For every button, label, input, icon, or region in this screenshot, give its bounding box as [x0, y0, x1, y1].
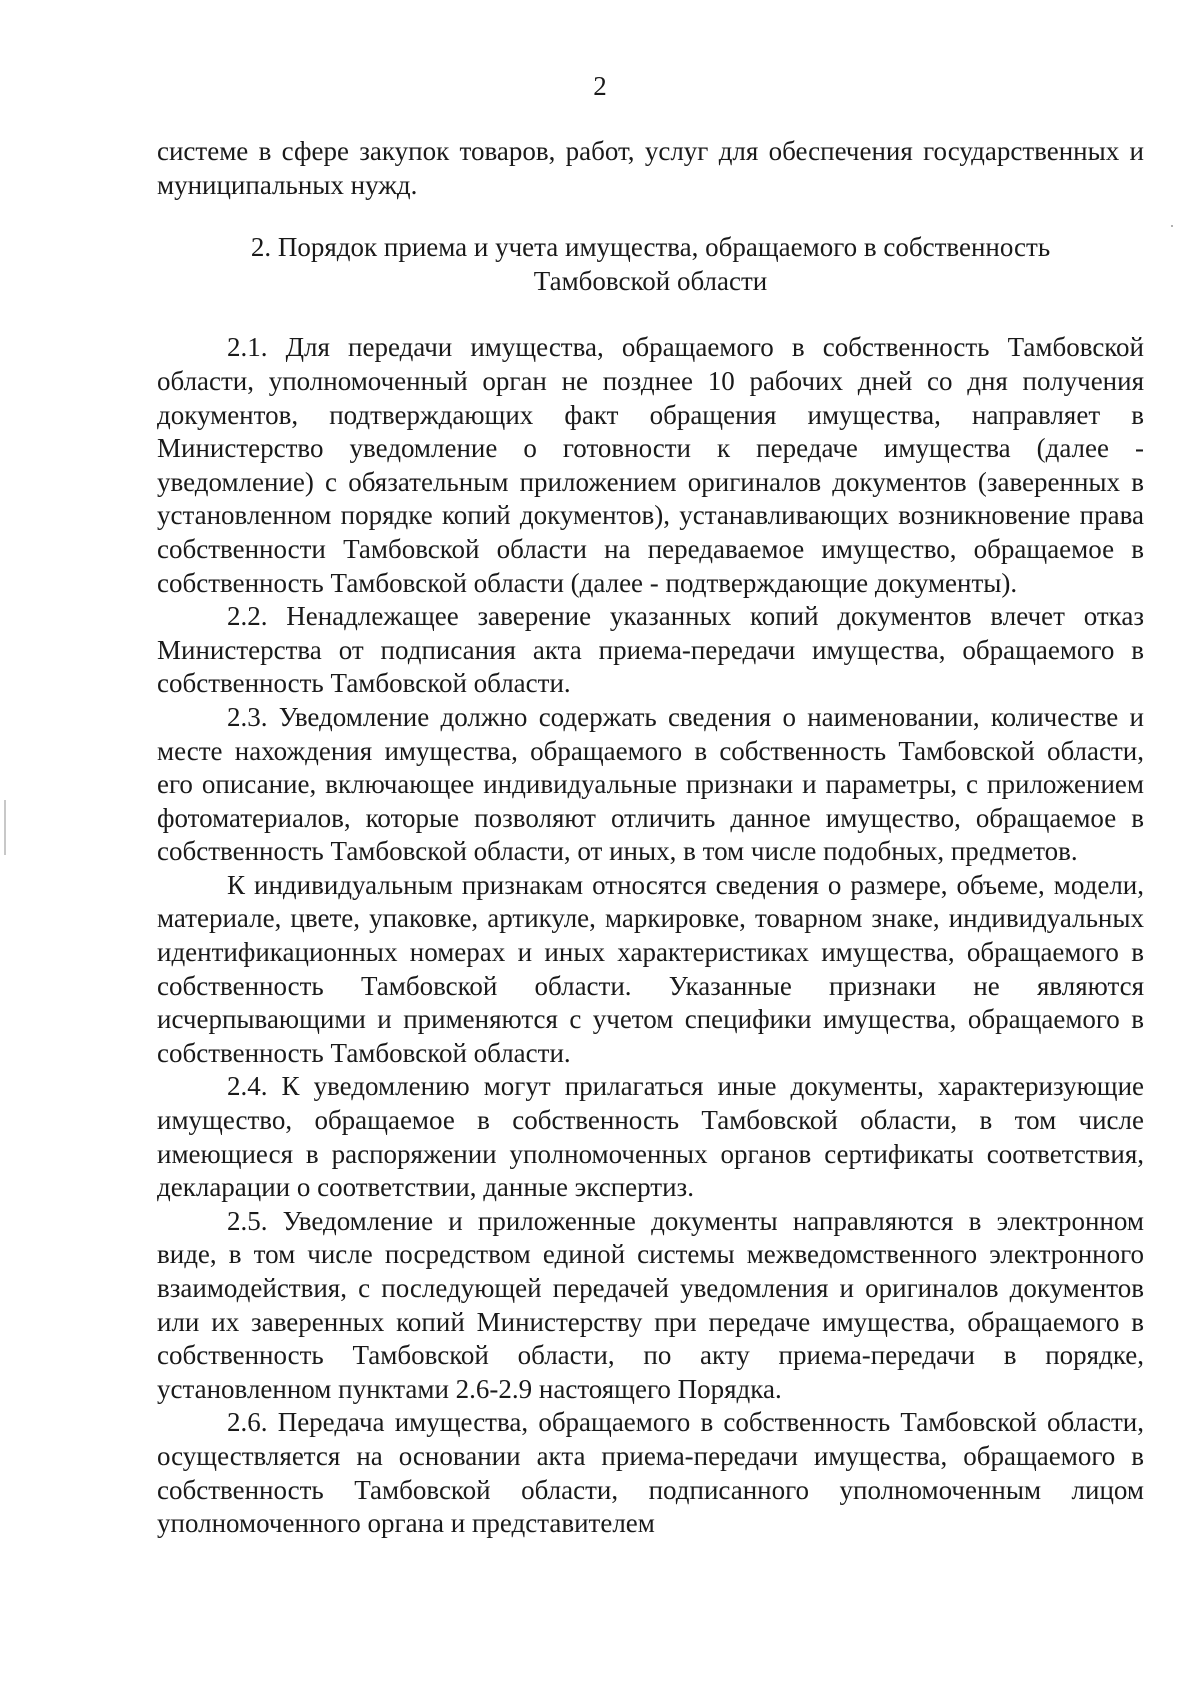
paragraph-2-4: 2.4. К уведомлению могут прилагаться иные документы, характеризующие имущество, обращаемое в собственность Тамбовской области, в том числе имеющиеся в распоряжении уполномоченных органов сертификаты соответствия, декларации о соответствии, данные экспертиз.: [157, 1071, 1144, 1203]
paragraph-2-3: 2.3. Уведомление должно содержать сведения о наименовании, количестве и месте нахождения имущества, обращаемого в собственность Тамбовской области, его описание, включающее индивидуальные признаки и параметры, с приложением фотоматериалов, которые позволяют отличить данное имущество, обращаемое в собственность Тамбовской области, от иных, в том числе подобных, предметов.: [157, 701, 1144, 867]
document-body: [157, 135, 1144, 1541]
paragraph-2-6: 2.6. Передача имущества, обращаемого в собственность Тамбовской области, осуществляется на основании акта приема-передачи имущества, обращаемого в собственность Тамбовской области, подписанного уполномоченным лицом уполномоченного органа и представителем: [157, 1407, 1144, 1539]
scan-edge-mark: [4, 800, 6, 855]
paragraph-2-2: 2.2. Ненадлежащее заверение указанных копий документов влечет отказ Министерства от подписания акта приема-передачи имущества, обращаемого в собственность Тамбовской области.: [157, 601, 1144, 699]
page-number: 2: [593, 71, 607, 101]
intro-paragraph: системе в сфере закупок товаров, работ, услуг для обеспечения государственных и муниципальных нужд.: [157, 136, 1144, 200]
paragraph-2-5: 2.5. Уведомление и приложенные документы направляются в электронном виде, в том числе посредством единой системы межведомственного электронного взаимодействия, с последующей передачей уведомления и оригиналов документов или их заверенных копий Министерству при передаче имущества, обращаемого в собственность Тамбовской области, по акту приема-передачи в порядке, установленном пунктами 2.6-2.9 настоящего Порядка.: [157, 1205, 1144, 1404]
paragraph-individual-features: К индивидуальным признакам относятся сведения о размере, объеме, модели, материале, цвете, упаковке, артикуле, маркировке, товарном знаке, индивидуальных идентификационных номерах и иных характеристиках имущества, обращаемого в собственность Тамбовской области. Указанные признаки не являются исчерпывающими и применяются с учетом специфики имущества, обращаемого в собственность Тамбовской области.: [157, 869, 1144, 1068]
section-heading-line-2: Тамбовской области: [533, 265, 768, 296]
section-heading-line-1: 2. Порядок приема и учета имущества, обращаемого в собственность: [250, 232, 1051, 263]
paragraph-2-1: 2.1. Для передачи имущества, обращаемого в собственность Тамбовской области, уполномоченный орган не позднее 10 рабочих дней со дня получения документов, подтверждающих факт обращения имущества, направляет в Министерство уведомление о готовности к передаче имущества (далее - уведомление) с обязательным приложением оригиналов документов (заверенных в установленном порядке копий документов), устанавливающих возникновение права собственности Тамбовской области на передаваемое имущество, обращаемое в собственность Тамбовской области (далее - подтверждающие документы).: [157, 332, 1144, 598]
section-heading: [157, 231, 1144, 298]
scan-speck: [1171, 225, 1173, 227]
